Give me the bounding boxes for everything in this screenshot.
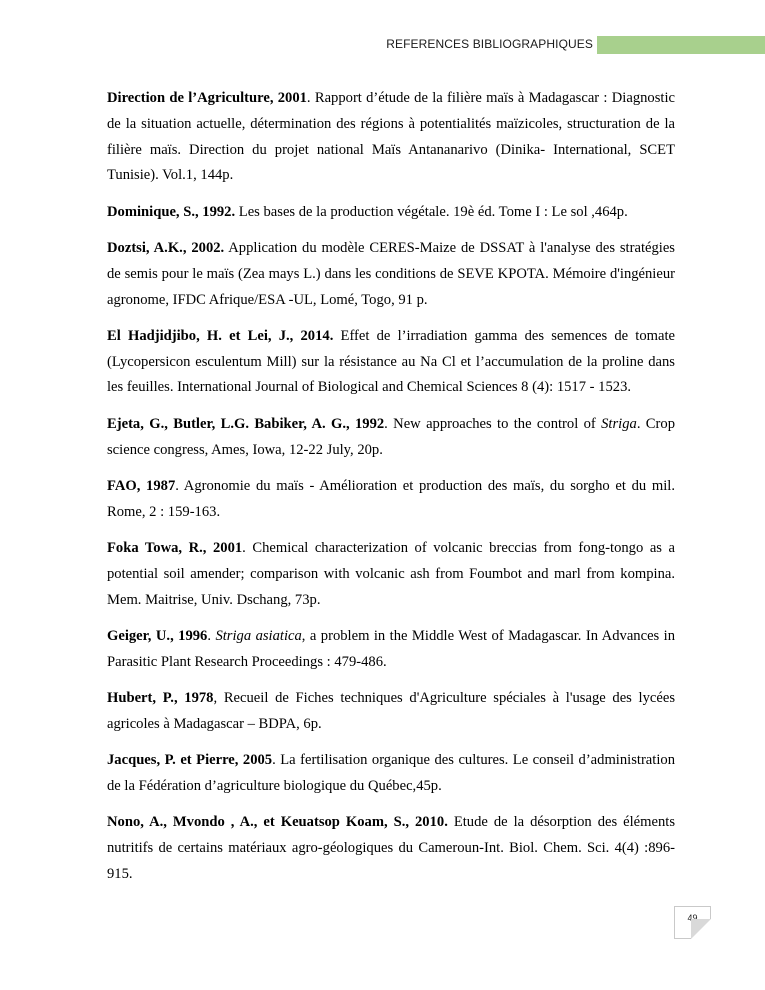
reference-text: , Recueil de Fiches techniques d'Agriculture spéciales à l'usage des lycées agricoles à Madagascar – BDPA, 6p. [107, 689, 675, 732]
reference-entry [107, 624, 675, 676]
reference-author: Dominique, S., 1992. [107, 203, 236, 220]
reference-author: Jacques, P. et Pierre, 2005 [107, 752, 273, 769]
reference-text: . Agronomie du maïs - Amélioration et production des maïs, du sorgho et du mil. Rome, 2 : 159-163. [107, 477, 675, 520]
reference-text: . La fertilisation organique des cultures. Le conseil d’administration de la Fédération d’agriculture biologique du Québec,45p. [107, 752, 675, 794]
reference-author: Ejeta, G., Butler, L.G. Babiker, A. G., 1992 [107, 415, 385, 432]
reference-text: . New approaches to the control of [384, 415, 602, 432]
header-title: REFERENCES BIBLIOGRAPHIQUES [386, 37, 593, 51]
reference-author: Nono, A., Mvondo , A., et Keuatsop Koam, S., 2010. [107, 814, 448, 831]
page-header [0, 36, 765, 55]
reference-author: El Hadjidjibo, H. et Lei, J., 2014. [107, 327, 334, 344]
page-number: 49 [687, 913, 698, 923]
reference-author: Geiger, U., 1996 [107, 627, 208, 644]
reference-entry [107, 748, 675, 800]
reference-author: Foka Towa, R., 2001 [107, 539, 243, 556]
reference-text: . Rapport d’étude de la filière maïs à Madagascar : Diagnostic de la situation actuelle, détermination des régions à potentialités maïzicoles, structuration de la filière maïs. Direction du projet national Maïs Antananarivo (Dinika- International, SCET Tunisie). Vol.1, 144p. [107, 90, 675, 184]
reference-author: Doztsi, A.K., 2002. [107, 239, 225, 256]
reference-entry [107, 236, 675, 313]
reference-text: , a problem in the Middle West of Madagascar. In Advances in Parasitic Plant Research Proceedings : 479-486. [107, 627, 676, 670]
reference-entry [107, 536, 675, 613]
page-curl-icon [691, 919, 711, 939]
reference-author: Direction de l’Agriculture, 2001 [107, 90, 307, 106]
reference-italic-term: Striga [601, 415, 637, 432]
reference-text: Les bases de la production végétale. 19è éd. Tome I : Le sol ,464p. [235, 203, 628, 220]
reference-text: Application du modèle CERES-Maize de DSSAT à l'analyse des stratégies de semis pour le maïs (Zea mays L.) dans les conditions de SEVE KPOTA. Mémoire d'ingénieur agronome, IFDC Afrique/ESA -UL, Lomé, Togo, 91 p. [107, 239, 675, 308]
reference-entry [107, 86, 675, 189]
reference-list [107, 86, 675, 898]
reference-entry [107, 412, 675, 464]
reference-text: Effet de l’irradiation gamma des semences de tomate (Lycopersicon esculentum Mill) sur la résistance au Na Cl et l’accumulation de la proline dans les feuilles. International Journal of Biological and Chemical Sciences 8 (4): 1517 - 1523. [107, 327, 675, 396]
reference-italic-term: Striga asiatica [215, 627, 302, 644]
reference-entry [107, 810, 675, 887]
reference-entry [107, 324, 675, 401]
reference-text: . Crop science congress, Ames, Iowa, 12-22 July, 20p. [107, 415, 675, 458]
reference-entry [107, 686, 675, 738]
reference-author: Hubert, P., 1978 [107, 689, 214, 706]
reference-entry [107, 474, 675, 526]
header-accent-bar [597, 36, 765, 54]
page-number-box [674, 906, 711, 939]
reference-text: Etude de la désorption des éléments nutritifs de certains matériaux agro-géologiques du Cameroun-Int. Biol. Chem. Sci. 4(4) :896-915. [107, 814, 675, 882]
reference-text: . Chemical characterization of volcanic breccias from fong-tongo as a potential soil amender; comparison with volcanic ash from Foumbot and marl from kompina. Mem. Maitrise, Univ. Dschang, 73p. [107, 539, 675, 608]
reference-text: . [207, 627, 216, 644]
reference-entry [107, 200, 675, 226]
reference-author: FAO, 1987 [107, 477, 176, 494]
